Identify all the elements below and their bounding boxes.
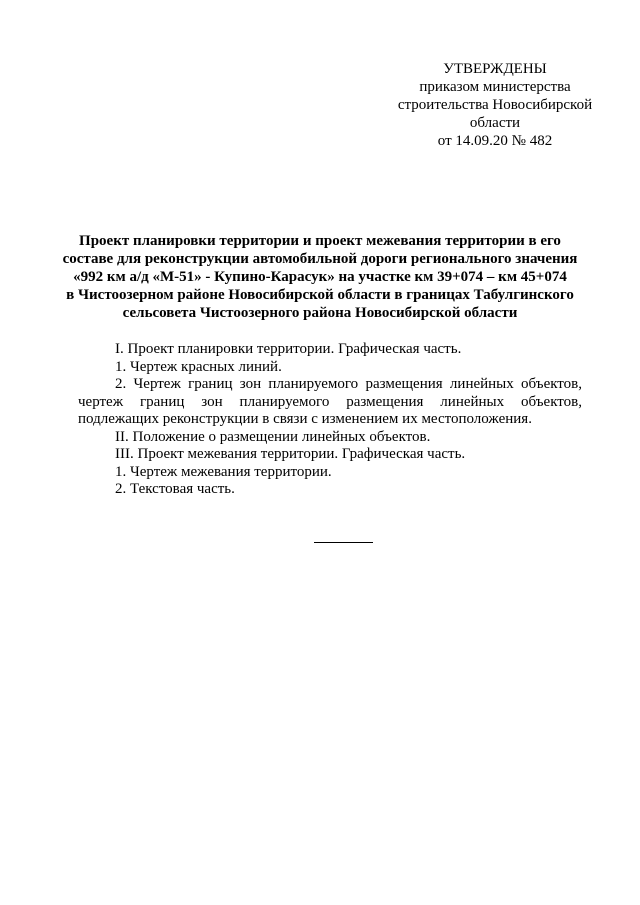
contents-list (78, 341, 582, 499)
contents-item: I. Проект планировки территории. Графическая часть. (115, 341, 462, 357)
title-line: «992 км а/д «М-51» - Купино-Карасук» на участке км 39+074 – км 45+074 (73, 269, 567, 285)
title-line: Проект планировки территории и проект межевания территории в его (79, 233, 561, 249)
contents-item: II. Положение о размещении линейных объектов. (115, 428, 431, 445)
contents-item: 2. Текстовая часть. (115, 481, 235, 497)
contents-item: 1. Чертеж красных линий. (115, 358, 282, 375)
approval-heading: УТВЕРЖДЕНЫ (443, 61, 547, 77)
end-divider (314, 542, 373, 543)
approval-line: приказом министерства (419, 79, 571, 95)
contents-item: 1. Чертеж межевания территории. (115, 463, 332, 480)
contents-item: 2. Чертеж границ зон планируемого размещения линейных объектов, чертеж границ зон планируемого размещения линейных объектов, подлежащих реконструкции в связи с изменением их местоположения. (78, 376, 582, 427)
document-title (60, 232, 580, 322)
approval-stamp (380, 60, 610, 150)
approval-line: области (469, 115, 521, 131)
contents-item: III. Проект межевания территории. Графическая часть. (115, 446, 466, 462)
title-line: сельсовета Чистоозерного района Новосибирской области (122, 305, 518, 321)
title-line: составе для реконструкции автомобильной дороги регионального значения (62, 251, 578, 267)
title-line: в Чистоозерном районе Новосибирской области в границах Табулгинского (66, 287, 574, 303)
approval-line: строительства Новосибирской (397, 97, 593, 113)
approval-date: от 14.09.20 № 482 (437, 133, 553, 149)
